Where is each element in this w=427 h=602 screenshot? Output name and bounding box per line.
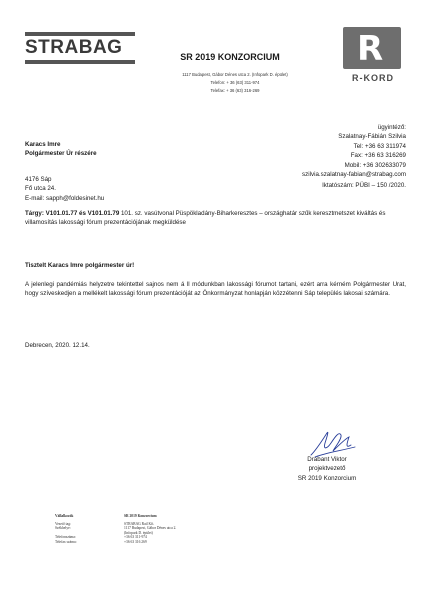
signature-block (272, 455, 382, 483)
address-line: 1117 Budapest, Gábor Dénes utca 2. (Infopark D. épület) (182, 72, 288, 77)
rkord-emblem (343, 27, 401, 69)
footer-col1-head: Vállalkozók (55, 514, 74, 518)
footer-col2 (124, 514, 224, 545)
recipient-title: Polgármester Úr részére (25, 150, 97, 158)
contact-label: ügyintéző: (377, 124, 406, 131)
contact-email: szilvia.szalatnay-fabian@strabag.com (302, 171, 406, 179)
rkord-wordmark: R-KORD (352, 73, 394, 83)
recipient-city: 4176 Sáp (25, 176, 52, 183)
footer-value: STRABAG Rail Kft. (124, 521, 155, 526)
subject-text: 101. sz. vasútvonal Püspökladány-Biharkeresztes – országhatár szűk keresztmetszet kiváltás és villamosítás lakossági fórum prezentációjának megküldése (25, 210, 386, 227)
company-address (140, 71, 330, 95)
recipient-email: E-mail: sapph@foldesinet.hu (25, 194, 105, 202)
contact-block (230, 123, 406, 179)
footer-label: Telefax száma: (55, 539, 77, 544)
footer-value: (Infopark D. épület) (124, 530, 153, 535)
recipient-address (25, 175, 205, 203)
rkord-letter: R (357, 29, 384, 69)
salutation: Tisztelt Karacs Imre polgármester úr! (25, 262, 135, 269)
footer-value: +36 63 311-974 (124, 535, 147, 540)
subject (25, 209, 405, 228)
footer-label: Telefonszáma: (55, 535, 76, 540)
footer-col2-head: SR 2019 Konzorcium (124, 514, 157, 518)
logo-bar-top (25, 32, 135, 36)
reference-number: Iktatószám: PÜBI – 150 /2020. (322, 182, 406, 189)
subject-label: Tárgy: V101.01.77 és V101.01.79 (25, 210, 120, 217)
body-paragraph: A jelenlegi pandémiás helyzetre tekintettel sajnos nem á ll módunkban lakossági fórumot tartani, ezért arra kérném Polgármester Urat, hogy szíveskedjen a mellékelt lakossági fórum prezentációját az Önkormányzat honlapján közzétenni Sáp település lakosai számára. (25, 281, 406, 298)
signer-role: projektvezető (308, 465, 346, 473)
strabag-wordmark: STRABAG (25, 37, 123, 58)
contact-name: Szalatnay-Fábián Szilvia (338, 133, 406, 141)
footer-value: 1117 Budapest, Gábor Dénes utca 2. (124, 526, 177, 531)
recipient-name: Karacs Imre (25, 141, 61, 148)
date-line: Debrecen, 2020. 12.14. (25, 342, 90, 349)
logo-bar-bottom (25, 60, 135, 64)
rkord-logo (339, 27, 407, 85)
footer-label: Székhelye: (55, 526, 71, 531)
contact-tel: Tel: +36 63 311974 (353, 142, 406, 150)
phone-line: Telefon: + 36 (63) 311-974 (210, 80, 260, 85)
footer-label: Vezető tag: (55, 521, 72, 526)
signer-name: Drabant Viktor (307, 456, 347, 463)
contact-fax: Fax: +36 63 316269 (350, 152, 406, 160)
contact-mobil: Mobil: +36 302633079 (344, 161, 406, 169)
footer-value: +36 63 316 269 (124, 539, 147, 544)
recipient-street: Fő utca 24. (25, 185, 56, 193)
recipient-block (25, 140, 205, 159)
company-name: SR 2019 KONZORCIUM (180, 52, 280, 62)
strabag-logo (25, 32, 135, 64)
signer-org: SR 2019 Konzorcium (297, 474, 357, 482)
footer-col1 (55, 514, 115, 545)
fax-line: Telefax: + 36 (63) 316-269 (210, 88, 260, 93)
